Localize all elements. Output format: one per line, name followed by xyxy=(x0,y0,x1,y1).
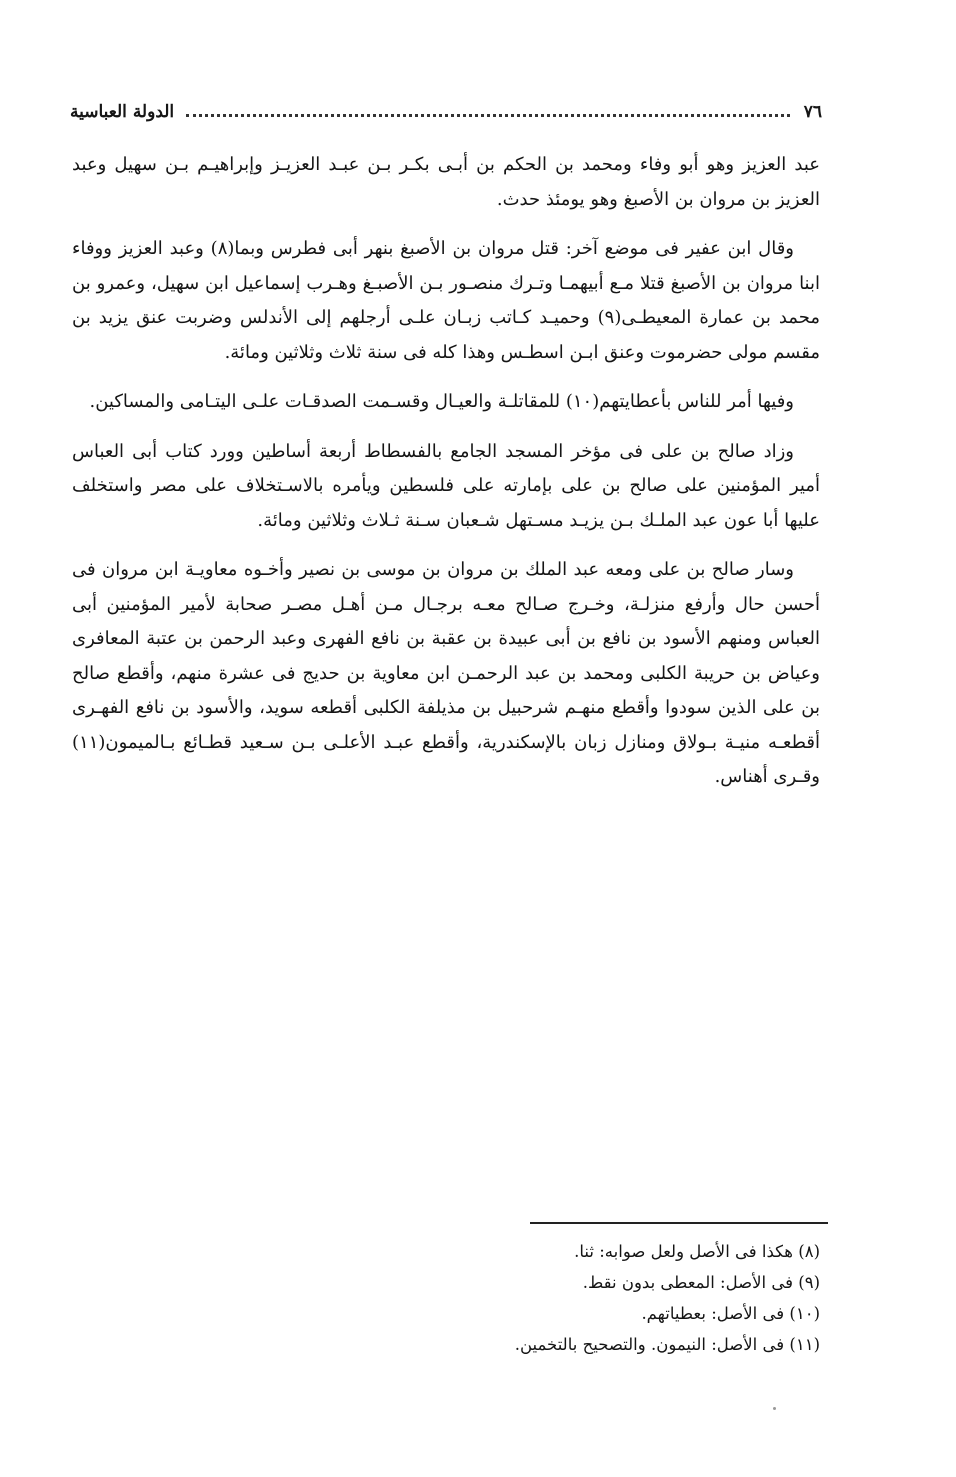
footnote-11: (١١) فى الأصل: النيمون. والتصحيح بالتخمين. xyxy=(514,1335,820,1354)
footnotes xyxy=(300,1236,820,1360)
footnote-8: (٨) هكذا فى الأصل ولعل صوابه: ثنا. xyxy=(574,1242,820,1261)
paragraph-salih-journey: وسار صالح بن على ومعه عبد الملك بن مروان بن موسى بن نصير وأخـوه معاويـة ابن مروان فى أحسن حال وأرفع منزلـة، وخـرج صـالح معـه برجـال مـن أهـل مصـر صحابة لأمير المؤمنين أبى العباس ومنهم الأسود بن نافع بن أبى عبيدة بن عقبة بن نافع الفهرى وعبد الرحمن بن عتبة المعافرى وعياض بن حريبة الكلبى ومحمد بن عبد الرحمـن ابن معاوية بن حديج فى عشرة منهم، وأقطع صالح بن على الذين سودوا وأقطع منهـم شرحبيل بن مذيلفة الكلبى أقطعه سويد، والأسود بن نافع الفهـرى أقطعـه منيـة بـولاق ومنازل زبان بالإسكندرية، وأقطع عبـد الأعلـى بـن سـعيد قطـائع بـالميمون(١١) وقـرى أهناس. xyxy=(72,559,820,787)
running-title: الدولة العباسية xyxy=(70,102,175,122)
paragraph-mosque-expansion: وزاد صالح بن على فى مؤخر المسجد الجامع بالفسطاط أربعة أساطين وورد كتاب أبى العباس أمير المؤمنين على صالح بن على بإمارته على فلسطين ويأمره بالاسـتخلاف على مصر واستخلف عليها أبا عون عبد الملـك بـن يزيـد مسـتهل شـعبان سـنة ثـلاث وثلاثين ومائة. xyxy=(72,440,820,531)
footnote-separator xyxy=(530,1222,828,1224)
page-number: ٧٦ xyxy=(803,102,822,122)
main-text xyxy=(72,148,820,810)
header-leader-dots xyxy=(186,114,790,117)
footnote-10: (١٠) فى الأصل: بعطياتهم. xyxy=(641,1304,820,1323)
paragraph-stipends: وفيها أمر للناس بأعطايتهم(١٠) للمقاتلـة والعيـال وقسـمت الصدقـات علـى اليتـامى والمساكين. xyxy=(89,391,794,412)
footnote-9: (٩) فى الأصل: المعطى بدون نقط. xyxy=(582,1273,820,1292)
paragraph-continuation: عبد العزيز وهو أبو وفاء ومحمد بن الحكم بن أبـى بكـر بـن عبـد العزيـز وإبراهيـم بـن سهيل وعبد العزيز بن مروان بن الأصبغ وهو يومئذ حدث. xyxy=(72,154,820,210)
scan-speck xyxy=(773,1407,776,1410)
page-header xyxy=(70,96,822,128)
paragraph-ibn-ufair: وقال ابن عفير فى موضع آخر: قتل مروان بن الأصبغ بنهر أبى فطرس وبما(٨) وعبد العزيز ووفاء ابنا مروان بن الأصبغ قتلا مـع أبيهمـا وتـرك منصـور بـن الأصبـغ وهـرب إسماعيل ابن سهيل، وعمرو بن محمد بن عمارة المعيطـى(٩) وحميـد كـاتب زبـان علـى أرجلهم إلى الأندلس وضربت عنق يزيد بن مقسم مولى حضرموت وعنق ابـن اسطـس وهذا كله فى سنة ثلاث وثلاثين ومائة. xyxy=(72,238,820,363)
